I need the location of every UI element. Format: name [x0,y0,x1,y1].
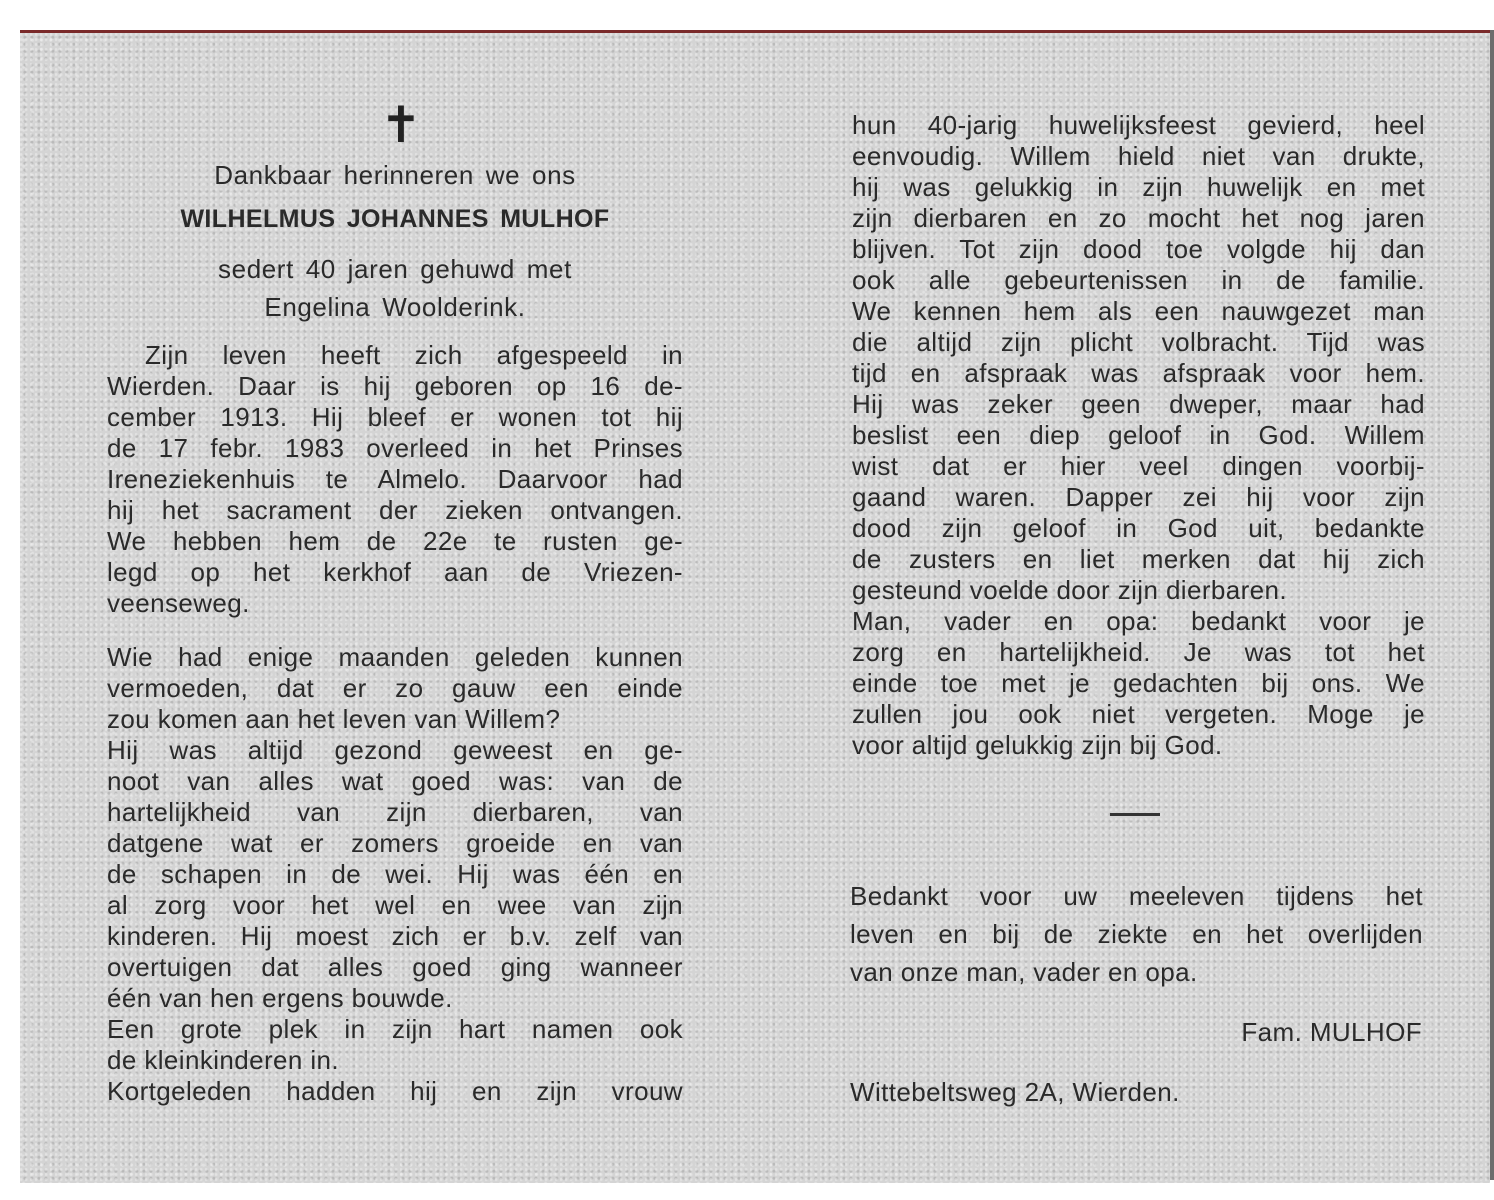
text-line: ook alle gebeurtenissen in de familie. [852,265,1425,295]
text-line: noot van alles wat goed was: van de [107,766,683,796]
text-line: gesteund voelde door zijn dierbaren. [852,575,1288,605]
text-line: overtuigen dat alles goed ging wanneer [107,952,683,982]
text-line: zijn dierbaren en zo mocht het nog jaren [852,203,1425,233]
text-line: voor altijd gelukkig zijn bij God. [852,730,1223,760]
text-line: Bedankt voor uw meeleven tijdens het [850,881,1423,911]
text-line: gaand waren. Dapper zei hij voor zijn [852,482,1425,512]
text-line: de kleinkinderen in. [107,1045,340,1075]
address: Wittebeltsweg 2A, Wierden. [850,1077,1180,1107]
text-line: hun 40-jarig huwelijksfeest gevierd, heel [852,110,1425,140]
text-line: de zusters en liet merken dat hij zich [852,544,1425,574]
text-line: beslist een diep geloof in God. Willem [852,420,1425,450]
family-signature: Fam. MULHOF [1241,1017,1422,1047]
text-line: einde toe met je gedachten bij ons. We [852,668,1425,698]
text-line: legd op het kerkhof aan de Vriezen- [107,557,683,587]
text-line: datgene wat er zomers groeide en van [107,828,683,858]
text-line: al zorg voor het wel en wee van zijn [107,890,683,920]
text-line: cember 1913. Hij bleef er wonen tot hij [107,402,683,432]
text-line: Een grote plek in zijn hart namen ook [107,1014,683,1044]
left-paragraph-1 [107,340,683,619]
text-line: Hij was altijd gezond geweest en ge- [107,735,683,765]
text-line: Wie had enige maanden geleden kunnen [107,642,683,672]
text-line: Hij was zeker geen dweper, maar had [852,389,1425,419]
text-line: eenvoudig. Willem hield niet van drukte, [852,141,1425,171]
text-line: Zijn leven heeft zich afgespeeld in [145,340,683,370]
text-line: Man, vader en opa: bedankt voor je [852,606,1425,636]
cross-icon: ✝ [380,96,422,154]
right-paragraph [852,110,1425,761]
text-line: dood zijn geloof in God uit, bedankte [852,513,1425,543]
separator-dash [1110,813,1160,816]
text-line: die altijd zijn plicht volbracht. Tijd was [852,327,1425,357]
intro-line: Dankbaar herinneren we ons [214,160,576,190]
text-line: Ireneziekenhuis te Almelo. Daarvoor had [107,464,683,494]
text-line: leven en bij de ziekte en het overlijden [850,919,1423,949]
text-line: zullen jou ook niet vergeten. Moge je [852,699,1425,729]
text-line: vermoeden, dat er zo gauw een einde [107,673,683,703]
text-line: zorg en hartelijkheid. Je was tot het [852,637,1425,667]
text-line: wist dat er hier veel dingen voorbij- [852,451,1425,481]
text-line: Kortgeleden hadden hij en zijn vrouw [107,1076,683,1106]
text-line: kinderen. Hij moest zich er b.v. zelf van [107,921,683,951]
text-line: We hebben hem de 22e te rusten ge- [107,526,683,556]
text-line: de schapen in de wei. Hij was één en [107,859,683,889]
text-line: de 17 febr. 1983 overleed in het Prinses [107,433,683,463]
left-paragraph-2 [107,642,683,1107]
text-line: hartelijkheid van zijn dierbaren, van [107,797,683,827]
text-line: zou komen aan het leven van Willem? [107,704,561,734]
text-line: blijven. Tot zijn dood toe volgde hij dan [852,234,1425,264]
text-line: We kennen hem als een nauwgezet man [852,296,1425,326]
text-line: van onze man, vader en opa. [850,957,1198,987]
text-line: veenseweg. [107,588,250,618]
text-line: hij was gelukkig in zijn huwelijk en met [852,172,1425,202]
spouse-name: Engelina Woolderink. [264,292,526,322]
text-line: tijd en afspraak was afspraak voor hem. [852,358,1425,388]
deceased-name: WILHELMUS JOHANNES MULHOF [180,205,610,233]
married-line: sedert 40 jaren gehuwd met [218,254,572,284]
text-line: één van hen ergens bouwde. [107,983,453,1013]
thanks-paragraph [850,877,1423,991]
card-edge [1490,30,1494,1180]
text-line: hij het sacrament der zieken ontvangen. [107,495,683,525]
text-line: Wierden. Daar is hij geboren op 16 de- [107,371,683,401]
